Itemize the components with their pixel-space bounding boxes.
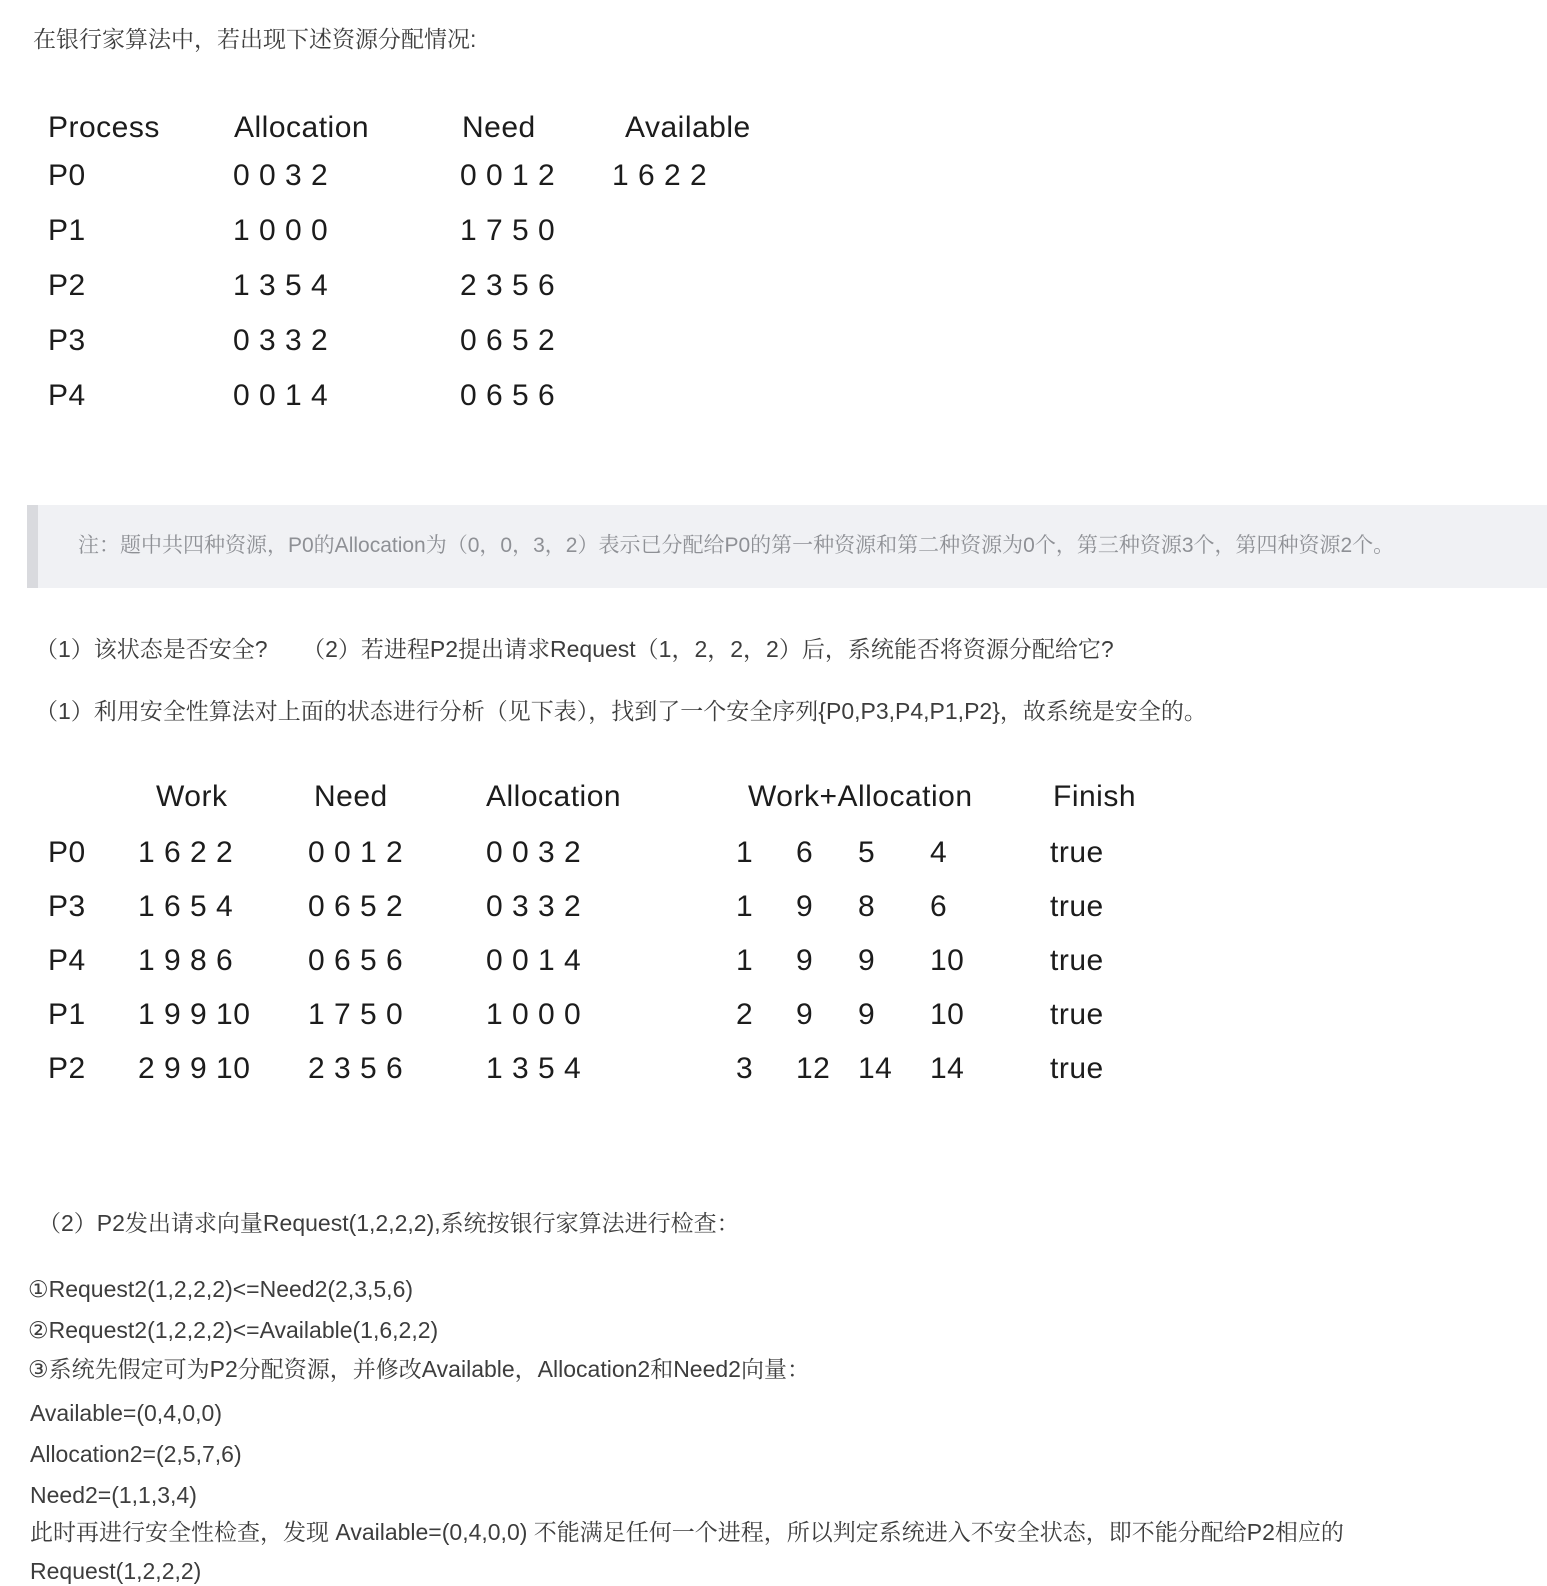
need-value: 0 6 5 6 [308, 944, 404, 977]
note-callout [27, 505, 1547, 588]
table-row [0, 943, 1547, 983]
allocation-value: 0 3 3 2 [233, 324, 329, 357]
col-header-work-allocation: Work+Allocation [748, 780, 973, 813]
allocation-value: 0 3 3 2 [486, 890, 582, 923]
col-header-allocation: Allocation [234, 111, 370, 144]
work-alloc-value: 14 [930, 1052, 965, 1085]
need-value: 2 3 5 6 [460, 269, 556, 302]
conclusion-text-wrap: Request(1,2,2,2) [30, 1558, 202, 1584]
table-row [0, 323, 1547, 363]
process-id: P4 [48, 379, 86, 412]
work-alloc-value: 8 [858, 890, 876, 923]
need-value: 1 7 5 0 [308, 998, 404, 1031]
note-text: 注：题中共四种资源，P0的Allocation为（0，0，3，2）表示已分配给P0的第一种资源和第二种资源为0个，第三种资源3个，第四种资源2个。 [78, 534, 1395, 557]
allocation-value: 0 0 1 4 [486, 944, 582, 977]
table-row [0, 268, 1547, 308]
table-row [0, 889, 1547, 929]
need-value: 2 3 5 6 [308, 1052, 404, 1085]
work-alloc-value: 10 [930, 944, 965, 977]
work-alloc-value: 6 [796, 836, 814, 869]
work-alloc-value: 12 [796, 1052, 831, 1085]
available-vector: Available=(0,4,0,0) [30, 1400, 223, 1426]
allocation-value: 1 3 5 4 [233, 269, 329, 302]
process-id: P3 [48, 324, 86, 357]
allocation-value: 1 0 0 0 [486, 998, 582, 1031]
allocation-value: 0 0 3 2 [233, 159, 329, 192]
allocation-value: 0 0 3 2 [486, 836, 582, 869]
table-row [0, 1051, 1547, 1091]
table-row [0, 213, 1547, 253]
col-header-need: Need [314, 780, 388, 813]
work-value: 1 9 9 10 [138, 998, 251, 1031]
process-id: P2 [48, 1052, 86, 1085]
work-alloc-value: 9 [858, 944, 876, 977]
finish-value: true [1050, 890, 1104, 923]
col-header-work: Work [156, 780, 228, 813]
need-value: 1 7 5 0 [460, 214, 556, 247]
table-row [0, 835, 1547, 875]
process-id: P2 [48, 269, 86, 302]
need2-vector: Need2=(1,1,3,4) [30, 1482, 197, 1508]
work-alloc-value: 3 [736, 1052, 754, 1085]
work-alloc-value: 6 [930, 890, 948, 923]
work-alloc-value: 10 [930, 998, 965, 1031]
work-value: 1 6 2 2 [138, 836, 234, 869]
col-header-need: Need [462, 111, 536, 144]
finish-value: true [1050, 944, 1104, 977]
need-value: 0 6 5 2 [460, 324, 556, 357]
need-value: 0 0 1 2 [308, 836, 404, 869]
process-id: P1 [48, 998, 86, 1031]
available-value: 1 6 2 2 [612, 159, 708, 192]
answer1-text: （1）利用安全性算法对上面的状态进行分析（见下表），找到了一个安全序列{P0,P3,P4,P1,P2}，故系统是安全的。 [35, 698, 1207, 724]
col-header-available: Available [625, 111, 751, 144]
allocation-table-header [0, 110, 1547, 150]
work-value: 1 9 8 6 [138, 944, 234, 977]
process-id: P0 [48, 836, 86, 869]
work-alloc-value: 1 [736, 890, 754, 923]
safety-table-header [0, 779, 1547, 819]
work-alloc-value: 2 [736, 998, 754, 1031]
work-alloc-value: 9 [796, 998, 814, 1031]
process-id: P1 [48, 214, 86, 247]
answer2-step-1: ①Request2(1,2,2,2)<=Need2(2,3,5,6) [28, 1276, 414, 1302]
work-alloc-value: 4 [930, 836, 948, 869]
allocation-value: 1 3 5 4 [486, 1052, 582, 1085]
finish-value: true [1050, 836, 1104, 869]
work-value: 2 9 9 10 [138, 1052, 251, 1085]
intro-text: 在银行家算法中，若出现下述资源分配情况: [33, 26, 477, 52]
table-row [0, 378, 1547, 418]
col-header-process: Process [48, 111, 160, 144]
process-id: P4 [48, 944, 86, 977]
process-id: P0 [48, 159, 86, 192]
work-alloc-value: 9 [858, 998, 876, 1031]
table-row [0, 158, 1547, 198]
work-alloc-value: 9 [796, 890, 814, 923]
work-alloc-value: 1 [736, 836, 754, 869]
allocation2-vector: Allocation2=(2,5,7,6) [30, 1441, 242, 1467]
need-value: 0 6 5 2 [308, 890, 404, 923]
allocation-value: 0 0 1 4 [233, 379, 329, 412]
answer2-step-2: ②Request2(1,2,2,2)<=Available(1,6,2,2) [28, 1317, 439, 1343]
question-text: （1）该状态是否安全? （2）若进程P2提出请求Request（1，2，2，2）后，系统能否将资源分配给它? [35, 636, 1114, 662]
table-row [0, 997, 1547, 1037]
need-value: 0 0 1 2 [460, 159, 556, 192]
process-id: P3 [48, 890, 86, 923]
answer2-intro: （2）P2发出请求向量Request(1,2,2,2),系统按银行家算法进行检查： [38, 1210, 740, 1236]
finish-value: true [1050, 998, 1104, 1031]
finish-value: true [1050, 1052, 1104, 1085]
conclusion-text: 此时再进行安全性检查，发现 Available=(0,4,0,0) 不能满足任何一个进程，所以判定系统进入不安全状态，即不能分配给P2相应的 [30, 1519, 1344, 1545]
answer2-step-3: ③系统先假定可为P2分配资源，并修改Available，Allocation2和Need2向量： [28, 1356, 810, 1382]
col-header-finish: Finish [1053, 780, 1137, 813]
work-alloc-value: 14 [858, 1052, 893, 1085]
work-alloc-value: 9 [796, 944, 814, 977]
work-alloc-value: 1 [736, 944, 754, 977]
col-header-allocation: Allocation [486, 780, 622, 813]
work-value: 1 6 5 4 [138, 890, 234, 923]
work-alloc-value: 5 [858, 836, 876, 869]
need-value: 0 6 5 6 [460, 379, 556, 412]
allocation-value: 1 0 0 0 [233, 214, 329, 247]
